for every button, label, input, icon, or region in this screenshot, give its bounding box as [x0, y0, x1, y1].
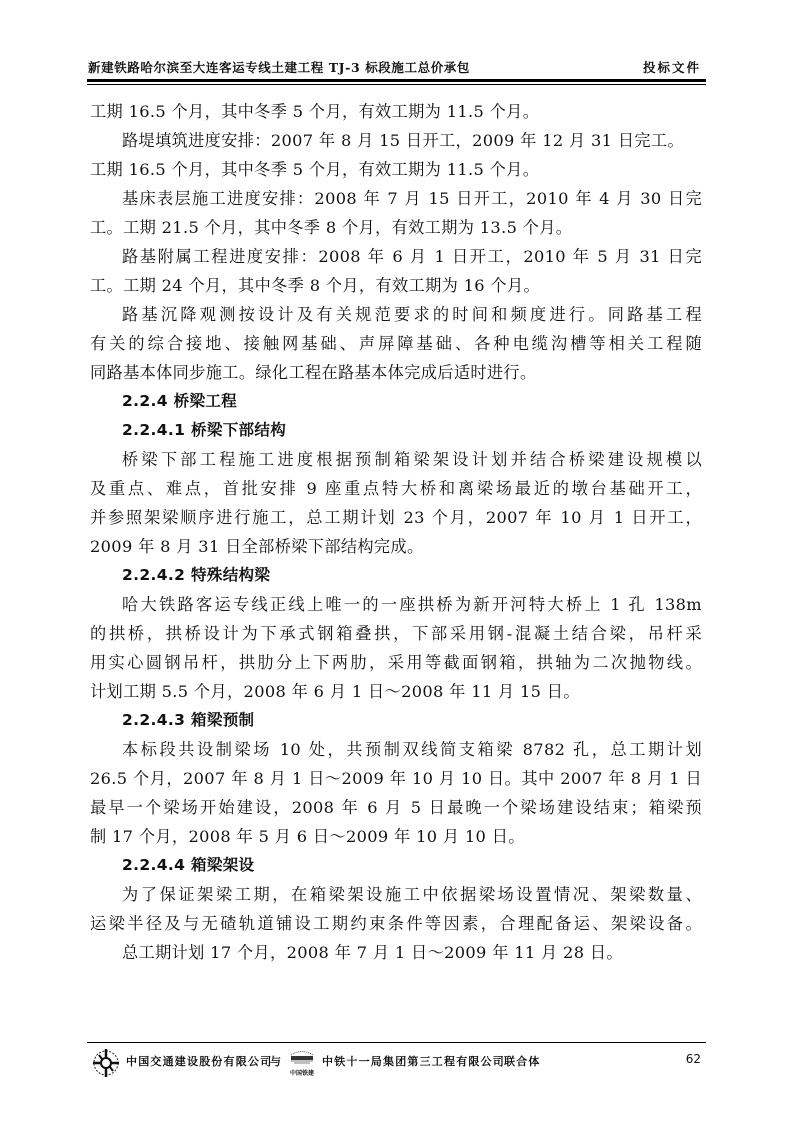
text-line: 有关的综合接地、接触网基础、声屏障基础、各种电缆沟槽等相关工程随: [90, 334, 702, 353]
company-name-1: 中国交通建设股份有限公司: [126, 1055, 273, 1068]
text-line: 制 17 个月，2008 年 5 月 6 日～2009 年 10 月 10 日。: [90, 827, 525, 846]
section-heading: 2.2.4.3 箱梁预制: [122, 711, 255, 729]
text-line: 桥梁下部工程施工进度根据预制箱梁架设计划并结合桥梁建设规模以: [122, 450, 702, 469]
section-heading: 2.2.4.1 桥梁下部结构: [122, 421, 287, 439]
text-line: 路堤填筑进度安排：2007 年 8 月 15 日开工，2009 年 12 月 31 日完工。: [122, 131, 684, 150]
section-heading: 2.2.4.4 箱梁架设: [122, 856, 255, 874]
text-line: 工期 16.5 个月，其中冬季 5 个月，有效工期为 11.5 个月。: [90, 102, 540, 121]
page-header: [88, 58, 705, 74]
footer-rule: [87, 1042, 706, 1043]
text-line: 的拱桥，拱桥设计为下承式钢箱叠拱，下部采用钢-混凝土结合梁，吊杆采: [90, 624, 702, 643]
joint-venture-label: 联合体: [504, 1055, 541, 1068]
text-line: 及重点、难点，首批安排 9 座重点特大桥和离梁场最近的墩台基础开工，: [90, 479, 702, 498]
document-title: 新建铁路哈尔滨至大连客运专线土建工程 TJ-3 标段施工总价承包: [88, 60, 471, 75]
text-line: 总工期计划 17 个月，2008 年 7 月 1 日～2009 年 11 月 28 日。: [122, 943, 623, 962]
cccc-logo-icon: [90, 1047, 122, 1079]
text-line: 2009 年 8 月 31 日全部桥梁下部结构完成。: [90, 537, 424, 556]
text-line: 同路基本体同步施工。绿化工程在路基本体完成后适时进行。: [90, 363, 537, 382]
text-line: 26.5 个月，2007 年 8 月 1 日～2009 年 10 月 10 日。其中 2007 年 8 月 1 日: [90, 769, 702, 788]
text-line: 路基附属工程进度安排：2008 年 6 月 1 日开工，2010 年 5 月 31 日完: [122, 247, 702, 266]
document-type-label: 投标文件: [642, 60, 701, 75]
page-footer: [90, 1047, 705, 1087]
text-line: 并参照架梁顺序进行施工，总工期计划 23 个月，2007 年 10 月 1 日开工，: [90, 508, 702, 527]
text-line: 运梁半径及与无碴轨道铺设工期约束条件等因素，合理配备运、架梁设备。: [90, 914, 702, 933]
crcc-logo-icon: [288, 1049, 316, 1065]
conjunction-text: 与: [270, 1055, 283, 1068]
section-heading: 2.2.4.2 特殊结构梁: [122, 566, 271, 584]
header-rule-thin: [87, 84, 706, 85]
text-line: 计划工期 5.5 个月，2008 年 6 月 1 日～2008 年 11 月 15 日。: [90, 682, 580, 701]
text-line: 最早一个梁场开始建设，2008 年 6 月 5 日最晚一个梁场建设结束；箱梁预: [90, 798, 702, 817]
text-line: 工。工期 21.5 个月，其中冬季 8 个月，有效工期为 13.5 个月。: [90, 218, 573, 237]
page-number: 62: [685, 1052, 701, 1066]
company-name-2: 中铁十一局集团第三工程有限公司: [322, 1055, 505, 1068]
section-heading: 2.2.4 桥梁工程: [122, 392, 238, 410]
header-rule-thick: [87, 79, 706, 82]
text-line: 为了保证架梁工期，在箱梁架设施工中依据梁场设置情况、架梁数量、: [122, 885, 702, 904]
text-line: 工。工期 24 个月，其中冬季 8 个月，有效工期为 16 个月。: [90, 276, 541, 295]
text-line: 哈大铁路客运专线正线上唯一的一座拱桥为新开河特大桥上 1 孔 138m: [122, 595, 702, 614]
logo-caption: 中国铁建: [290, 1070, 315, 1077]
document-body: [90, 97, 702, 967]
text-line: 基床表层施工进度安排：2008 年 7 月 15 日开工，2010 年 4 月 30 日完: [122, 189, 702, 208]
text-line: 用实心圆钢吊杆，拱肋分上下两肋，采用等截面钢箱，拱轴为二次抛物线。: [90, 653, 702, 672]
text-line: 路基沉降观测按设计及有关规范要求的时间和频度进行。同路基工程: [122, 305, 702, 324]
text-line: 本标段共设制梁场 10 处，共预制双线简支箱梁 8782 孔，总工期计划: [122, 740, 702, 759]
text-line: 工期 16.5 个月，其中冬季 5 个月，有效工期为 11.5 个月。: [90, 160, 540, 179]
